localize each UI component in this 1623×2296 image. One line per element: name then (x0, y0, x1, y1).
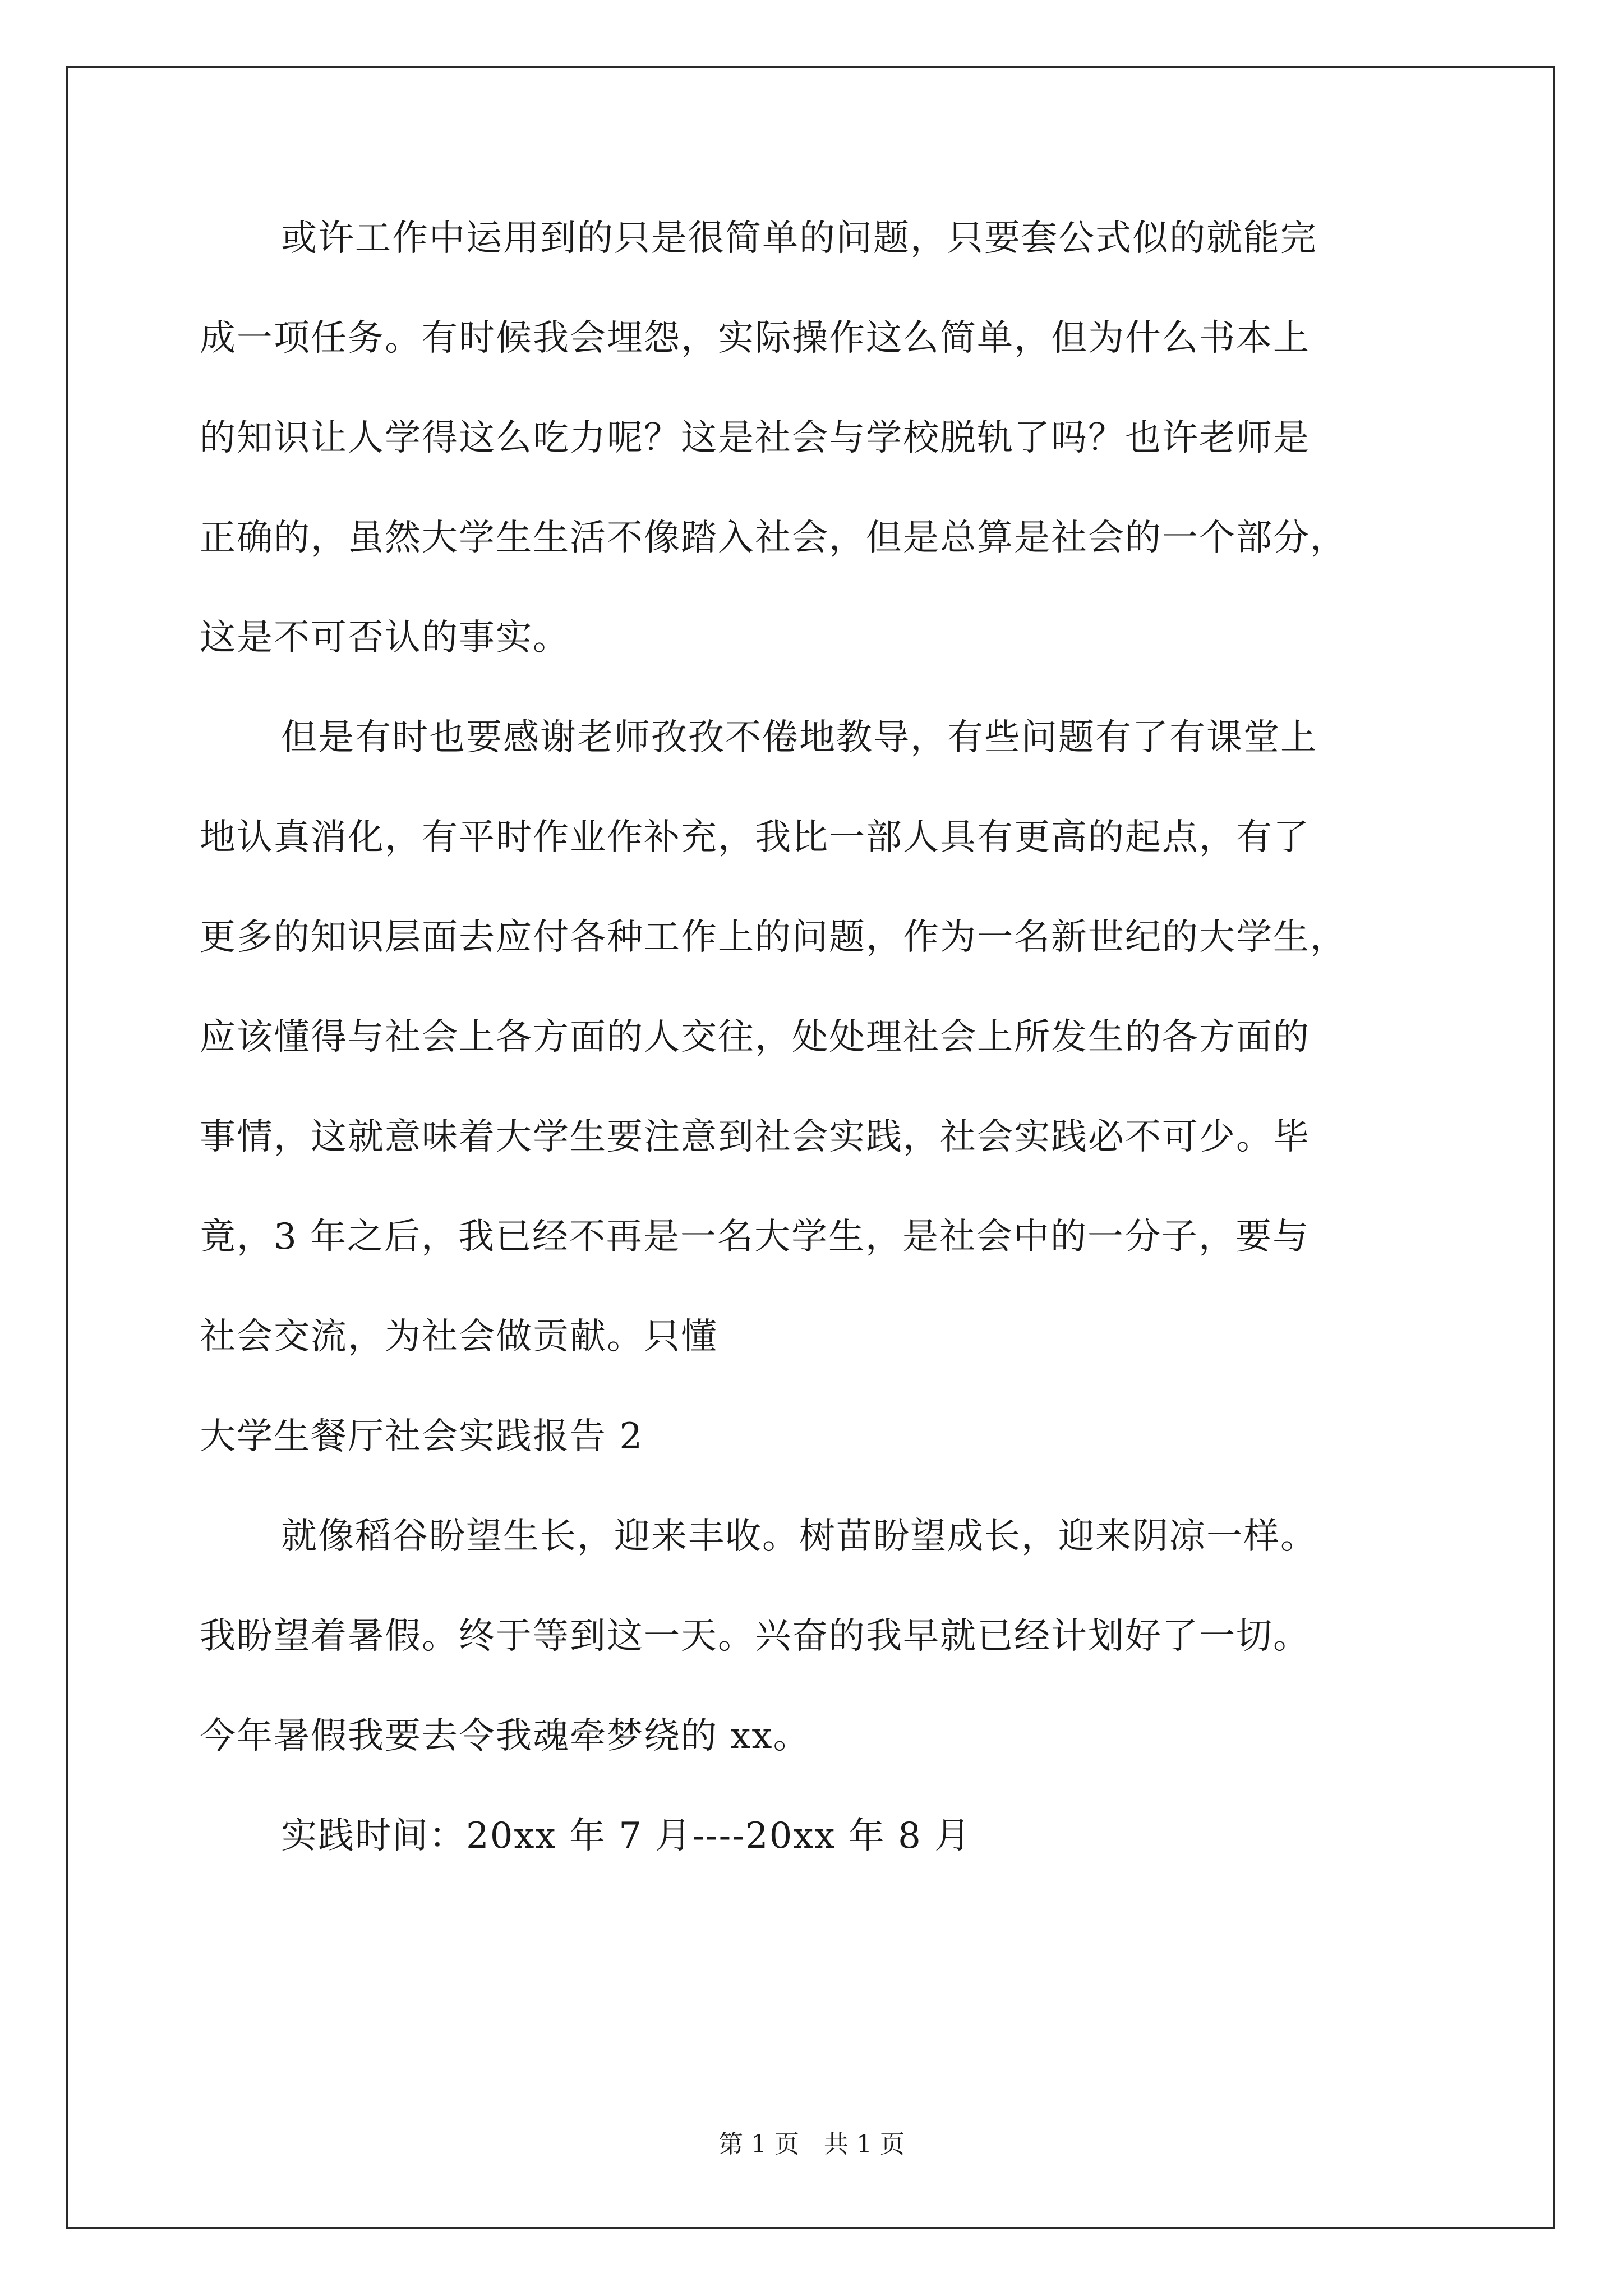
paragraph-2-line-4: 应该懂得与社会上各方面的人交往，处处理社会上所发生的各方面的 (200, 1016, 1310, 1058)
paragraph-1-line-5: 这是不可否认的事实。 (200, 617, 570, 659)
paragraph-1-line-2: 成一项任务。有时候我会埋怨，实际操作这么简单，但为什么书本上 (200, 318, 1310, 359)
paragraph-3-line-3: 今年暑假我要去令我魂牵梦绕的 xx。 (200, 1715, 810, 1757)
paragraph-2-line-3: 更多的知识层面去应付各种工作上的问题，作为一名新世纪的大学生， (200, 917, 1347, 958)
paragraph-2-line-6: 竟，3 年之后，我已经不再是一名大学生，是社会中的一分子，要与 (200, 1216, 1310, 1258)
section-heading: 大学生餐厅社会实践报告 2 (200, 1416, 644, 1457)
paragraph-3-line-1: 就像稻谷盼望生长，迎来丰收。树苗盼望成长，迎来阴凉一样。 (281, 1516, 1317, 1557)
practice-time-line: 实践时间：20xx 年 7 月----20xx 年 8 月 (281, 1815, 972, 1857)
paragraph-1-line-3: 的知识让人学得这么吃力呢？这是社会与学校脱轨了吗？也许老师是 (200, 417, 1310, 459)
paragraph-2-line-1: 但是有时也要感谢老师孜孜不倦地教导，有些问题有了有课堂上 (281, 717, 1317, 758)
page-number-footer: 第 1 页 共 1 页 (718, 2130, 905, 2159)
paragraph-2-line-7: 社会交流，为社会做贡献。只懂 (200, 1316, 718, 1358)
paragraph-1-line-1: 或许工作中运用到的只是很简单的问题，只要套公式似的就能完 (281, 218, 1317, 259)
paragraph-2-line-2: 地认真消化，有平时作业作补充，我比一部人具有更高的起点，有了 (200, 817, 1310, 858)
paragraph-1-line-4: 正确的，虽然大学生生活不像踏入社会，但是总算是社会的一个部分， (200, 517, 1347, 559)
paragraph-2-line-5: 事情，这就意味着大学生要注意到社会实践，社会实践必不可少。毕 (200, 1116, 1310, 1158)
paragraph-3-line-2: 我盼望着暑假。终于等到这一天。兴奋的我早就已经计划好了一切。 (200, 1616, 1310, 1657)
